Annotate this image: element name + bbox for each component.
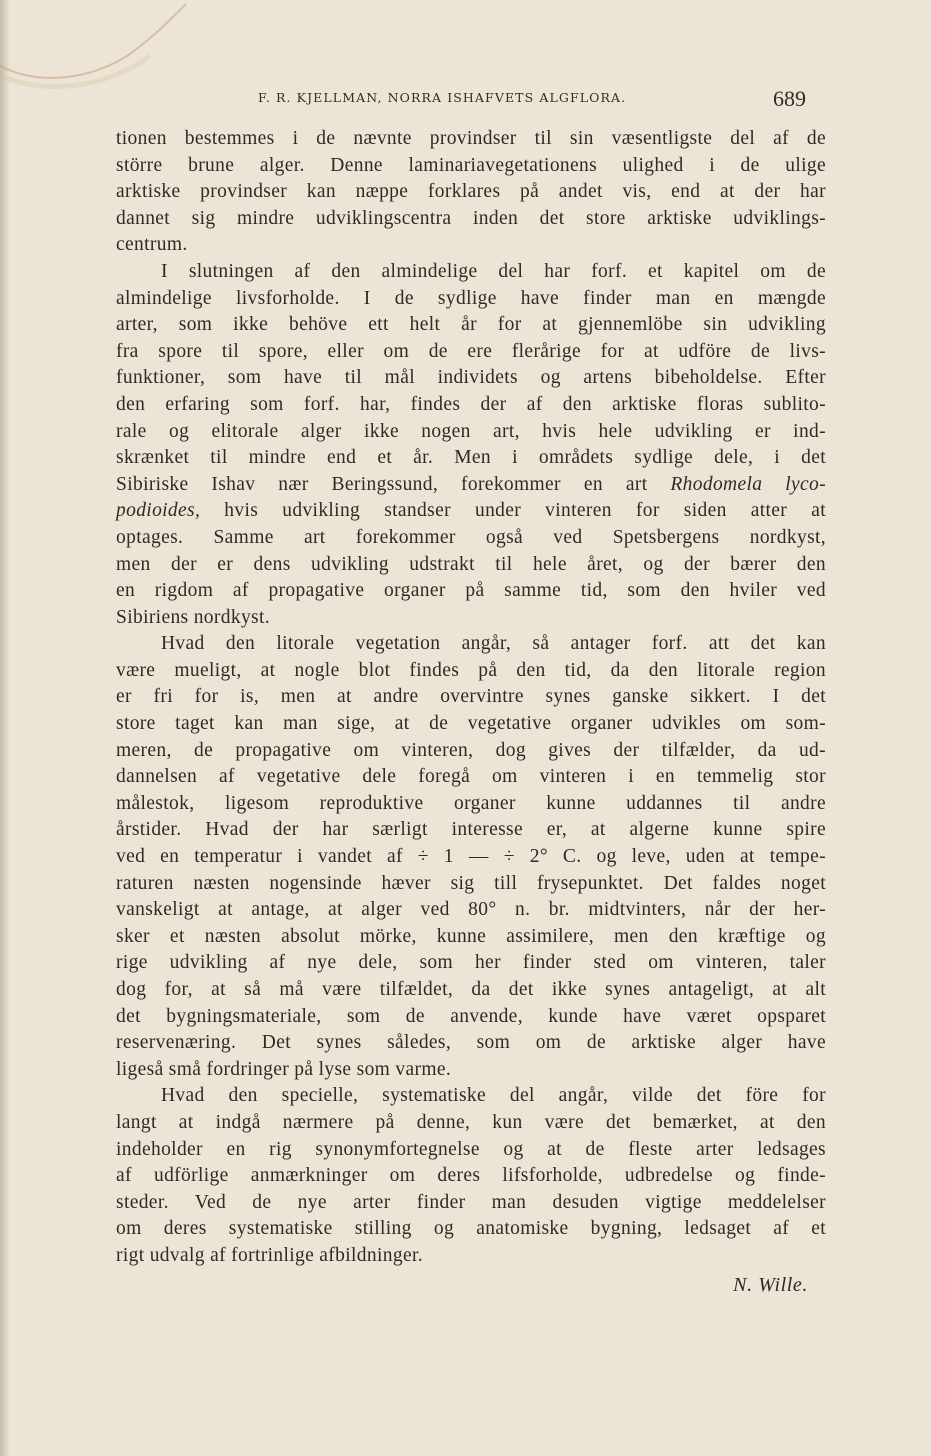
- text-line: store taget kan man sige, at de vegetative organer udvikles om som-: [116, 713, 826, 735]
- text-line: sker et næsten absolut mörke, kunne assimilere, men den kræftige og: [116, 925, 826, 947]
- text-line: större brune alger. Denne laminariavegetationens ulighed i de ulige: [116, 154, 826, 176]
- text-line: I slutningen af den almindelige del har forf. et kapitel om de: [161, 260, 826, 282]
- text-line: ved en temperatur i vandet af ÷ 1 — ÷ 2° C. og leve, uden at tempe-: [116, 846, 826, 868]
- text-line: indeholder en rig synonymfortegnelse og at de fleste arter ledsages: [116, 1138, 826, 1160]
- text-line: men der er dens udvikling udstrakt til hele året, og der bærer den: [116, 553, 826, 575]
- text-line-with-species: [116, 498, 826, 525]
- running-head: F. R. KJELLMAN, NORRA ISHAFVETS ALGFLORA.: [258, 90, 627, 105]
- text-line: ligeså små fordringer på lyse som varme.: [116, 1058, 452, 1080]
- text-line: funktioner, som have til mål individets og artens bibeholdelse. Efter: [116, 367, 826, 389]
- text-line: raturen næsten nogensinde hæver sig till frysepunktet. Det faldes noget: [116, 872, 826, 894]
- water-stain-mark: [0, 0, 200, 110]
- text-line: Hvad den litorale vegetation angår, så antager forf. att det kan: [161, 633, 826, 655]
- text-segment: hvis udvikling standser under vinteren for siden atter at: [224, 500, 826, 522]
- text-line-with-species: [116, 472, 826, 499]
- text-line: er fri for is, men at andre overvintre synes ganske sikkert. I det: [116, 686, 826, 708]
- page-number: 689: [773, 86, 806, 111]
- text-line: skrænket til mindre end et år. Men i områdets sydlige dele, i det: [116, 447, 826, 469]
- text-line: af udförlige anmærkninger om deres lifsforholde, udbredelse og finde-: [116, 1165, 826, 1187]
- page-header: [258, 88, 806, 112]
- text-line: centrum.: [116, 234, 188, 256]
- text-line: dannelsen af vegetative dele foregå om vinteren i en temmelig stor: [116, 766, 826, 788]
- text-line: meren, de propagative om vinteren, dog gives der tilfælder, da ud-: [116, 739, 826, 761]
- text-line: vanskeligt at antage, at alger ved 80° n. br. midtvinters, når der her-: [116, 899, 826, 921]
- text-line: arktiske provindser kan næppe forklares på andet vis, end at der har: [116, 181, 826, 203]
- text-line: være mueligt, at nogle blot findes på den tid, da den litorale region: [116, 659, 826, 681]
- species-name: Rhodomela lyco-: [670, 473, 826, 495]
- text-line: Hvad den specielle, systematiske del angår, vilde det före for: [161, 1085, 826, 1107]
- text-line: almindelige livsforholde. I de sydlige have finder man en mængde: [116, 287, 826, 309]
- species-name: podioides,: [116, 500, 201, 522]
- text-line: rigt udvalg af fortrinlige afbildninger.: [116, 1244, 423, 1266]
- author-signature: N. Wille.: [733, 1273, 808, 1296]
- text-line: langt at indgå nærmere på denne, kun være det bemærket, at den: [116, 1111, 826, 1133]
- text-line: det bygningsmateriale, som de anvende, kunde have været opsparet: [116, 1005, 826, 1027]
- text-segment: Sibiriske Ishav nær Beringssund, forekommer en art: [116, 473, 648, 495]
- page-edge-shadow: [0, 0, 10, 1456]
- text-line: om deres systematiske stilling og anatomiske bygning, ledsaget af et: [116, 1218, 826, 1240]
- text-line: rale og elitorale alger ikke nogen art, hvis hele udvikling er ind-: [116, 420, 826, 442]
- text-line: arter, som ikke behöve ett helt år for at gjennemlöbe sin udvikling: [116, 314, 826, 336]
- text-line: målestok, ligesom reproduktive organer kunne uddannes til andre: [116, 792, 826, 814]
- text-line: fra spore til spore, eller om de ere flerårige for at udföre de livs-: [116, 340, 826, 362]
- text-line: optages. Samme art forekommer også ved Spetsbergens nordkyst,: [116, 526, 826, 548]
- text-line: en rigdom af propagative organer på samme tid, som den hviler ved: [116, 580, 826, 602]
- text-line: tionen bestemmes i de nævnte provindser til sin væsentligste del af de: [116, 128, 826, 149]
- text-line: dog for, at så må være tilfældet, da det ikke synes antageligt, at alt: [116, 979, 826, 1000]
- text-line: rige udvikling af nye dele, som her finder sted om vinteren, taler: [116, 952, 826, 974]
- body-text: [116, 126, 826, 1300]
- text-line: den erfaring som forf. har, findes der af den arktiske floras sublito-: [116, 393, 826, 415]
- text-line: dannet sig mindre udviklingscentra inden det store arktiske udviklings-: [116, 207, 826, 229]
- text-line: reservenæring. Det synes således, som om de arktiske alger have: [116, 1032, 826, 1054]
- text-line: Sibiriens nordkyst.: [116, 606, 270, 628]
- text-line: steder. Ved de nye arter finder man desuden vigtige meddelelser: [116, 1191, 826, 1213]
- text-line: årstider. Hvad der har særligt interesse er, at algerne kunne spire: [116, 819, 826, 841]
